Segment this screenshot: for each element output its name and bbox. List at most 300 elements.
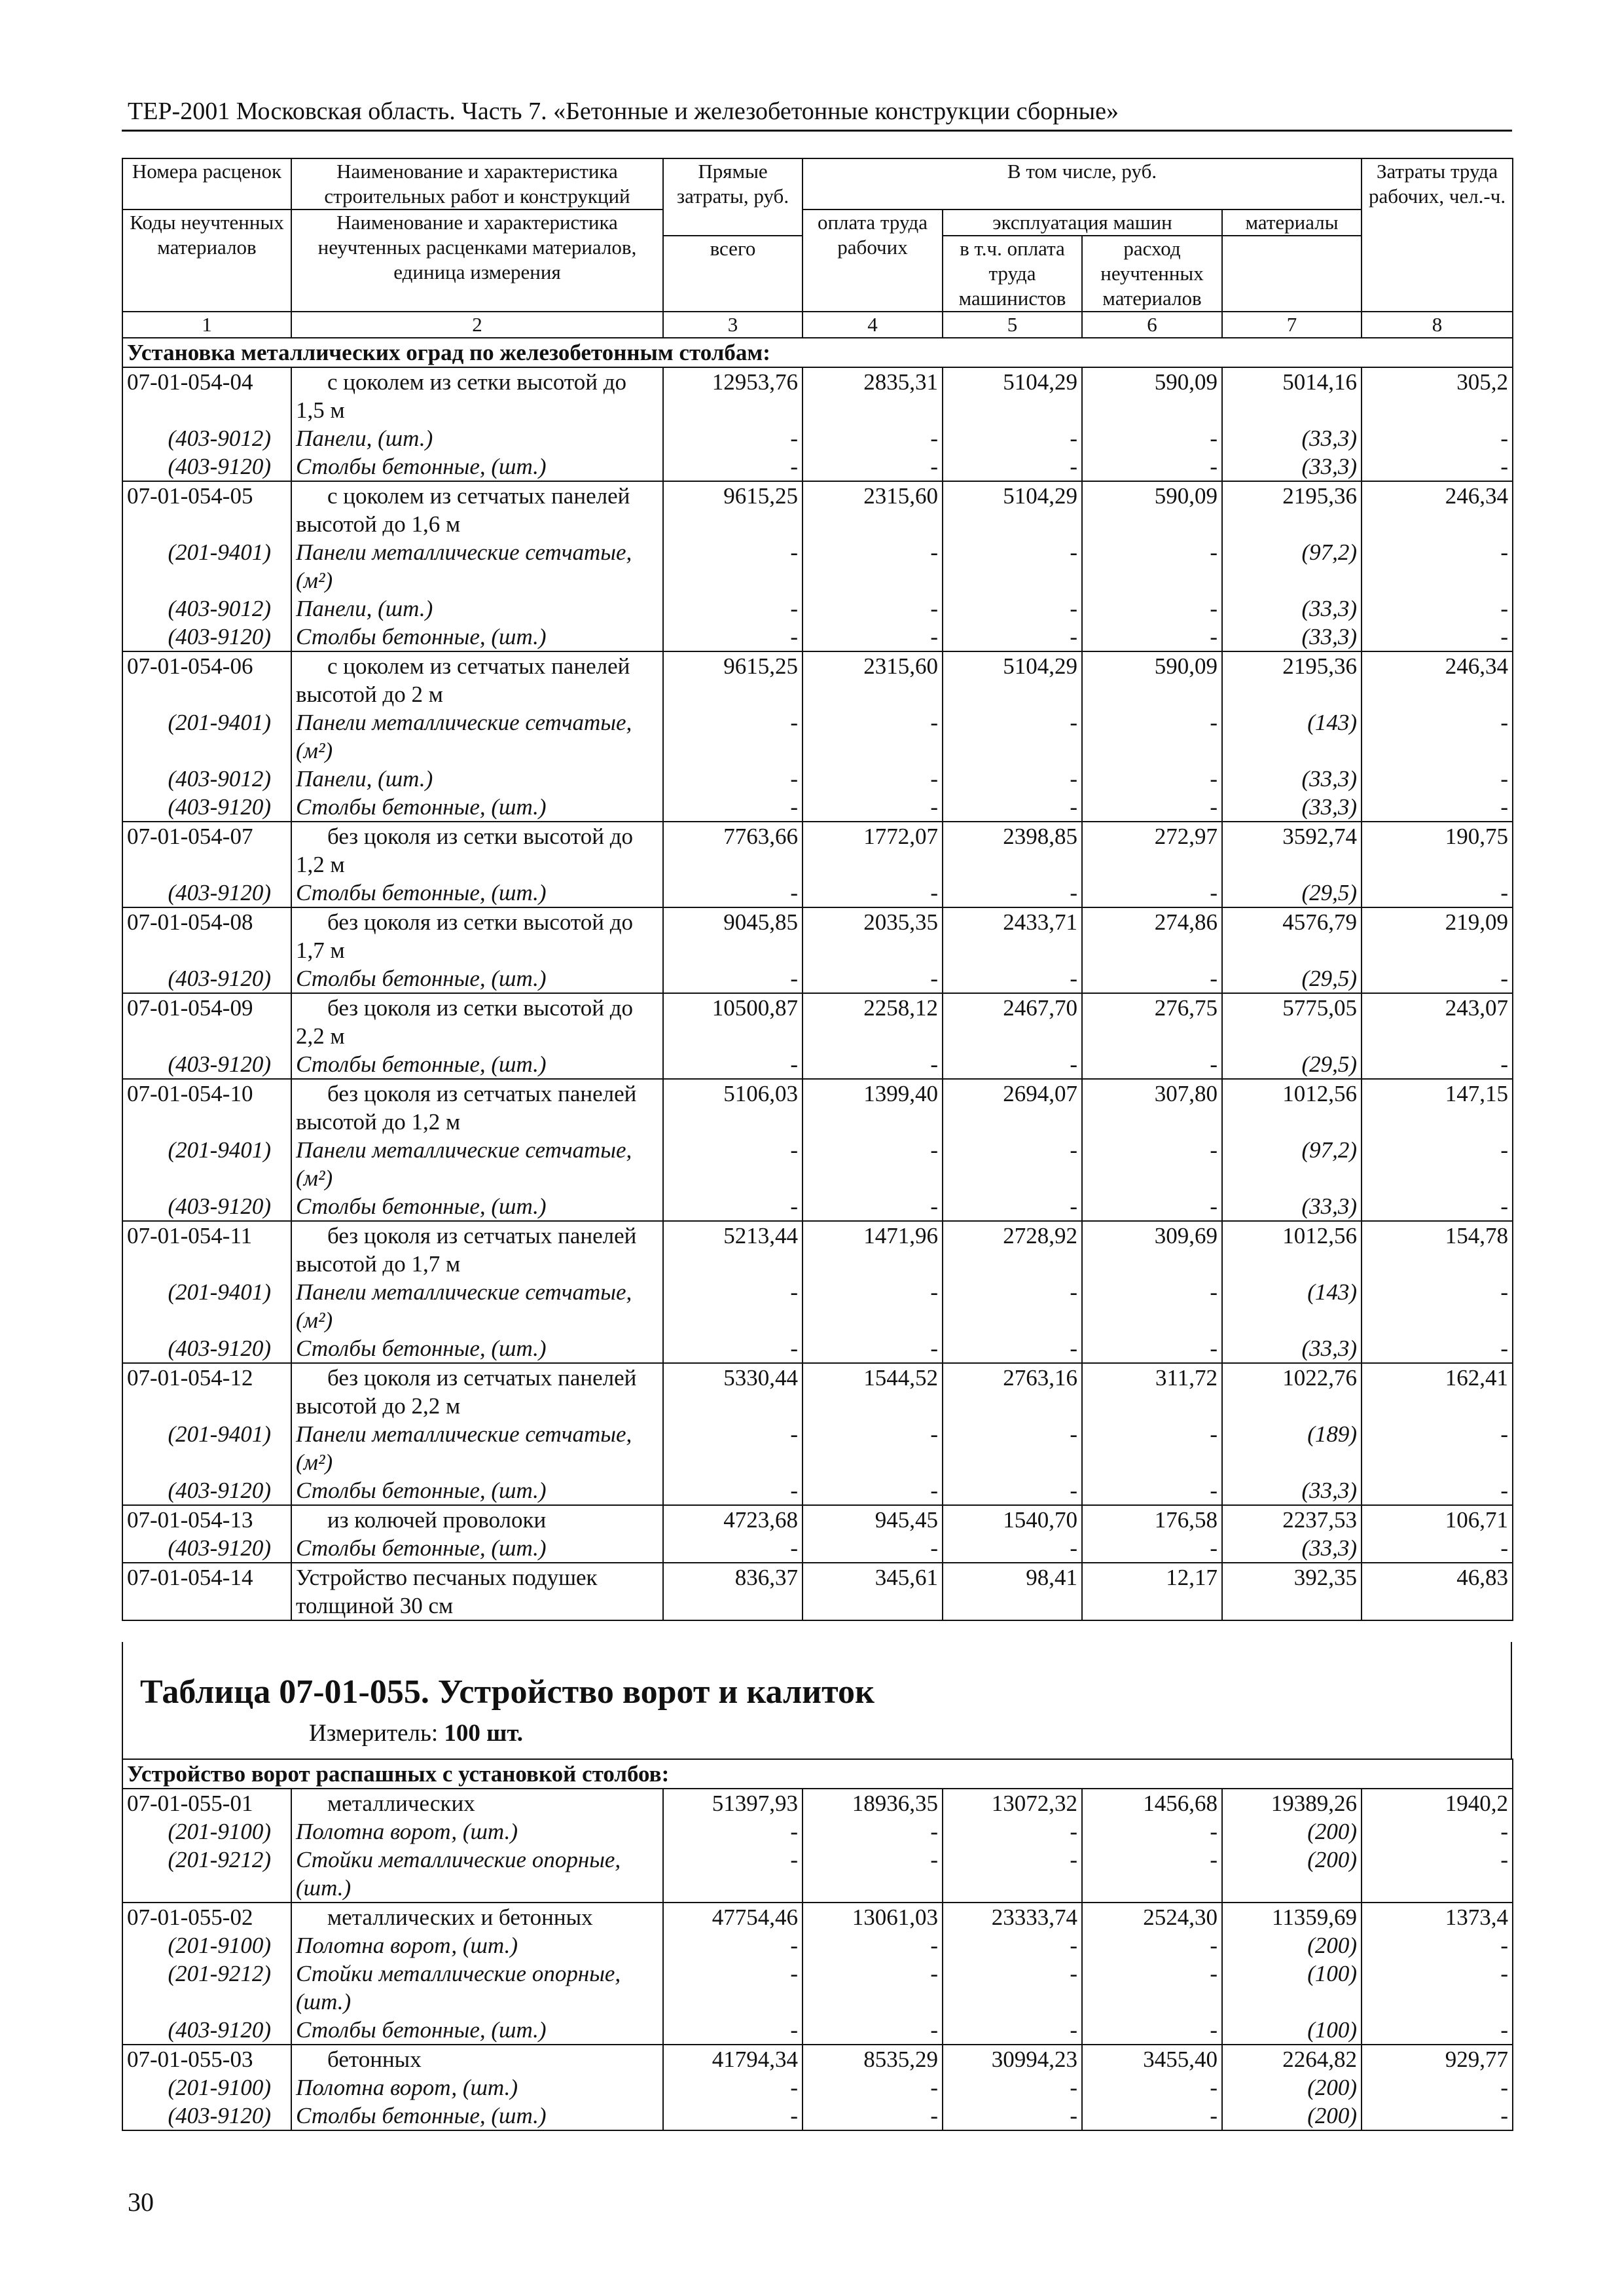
- labor-value: 219,09: [1362, 907, 1513, 964]
- rate-code: 07-01-054-09: [122, 993, 291, 1050]
- dash-cell: -: [1362, 765, 1513, 793]
- dash-cell: -: [803, 2073, 943, 2102]
- dash-cell: -: [943, 708, 1082, 765]
- material-code: (201-9401): [122, 708, 291, 765]
- wage-value: 345,61: [803, 1563, 943, 1620]
- material-name: Столбы бетонные, (шт.): [291, 1476, 663, 1505]
- dash-cell: -: [663, 964, 803, 993]
- labor-value: 1940,2: [1362, 1789, 1513, 1817]
- dash-cell: -: [803, 1278, 943, 1334]
- material-name: Столбы бетонные, (шт.): [291, 793, 663, 822]
- dash-cell: -: [663, 1959, 803, 2016]
- machines-total-value: 2433,71: [943, 907, 1082, 964]
- machines-total-value: 5104,29: [943, 651, 1082, 708]
- material-name: Панели металлические сетчатые, (м²): [291, 538, 663, 594]
- direct-costs-value: 4723,68: [663, 1505, 803, 1534]
- dash-cell: -: [1362, 1817, 1513, 1846]
- rate-row: [122, 1563, 1513, 1620]
- material-row: [122, 1136, 1513, 1192]
- dash-cell: -: [1362, 623, 1513, 651]
- rate-row: [122, 1505, 1513, 1534]
- machinist-wage-value: 176,58: [1082, 1505, 1222, 1534]
- dash-cell: -: [663, 1817, 803, 1846]
- labor-value: 243,07: [1362, 993, 1513, 1050]
- rate-name: из колючей проволоки: [291, 1505, 663, 1534]
- material-code: (201-9212): [122, 1846, 291, 1903]
- material-row: [122, 793, 1513, 822]
- machines-total-value: 98,41: [943, 1563, 1082, 1620]
- labor-value: 1373,4: [1362, 1903, 1513, 1931]
- col-unaccounted: расход неучтенных материалов: [1082, 236, 1222, 312]
- dash-cell: -: [1362, 424, 1513, 452]
- machines-total-value: 2763,16: [943, 1363, 1082, 1420]
- dash-cell: -: [1362, 538, 1513, 594]
- material-name: Полотна ворот, (шт.): [291, 1817, 663, 1846]
- material-row: [122, 879, 1513, 907]
- material-row: [122, 708, 1513, 765]
- material-row: [122, 452, 1513, 481]
- dash-cell: -: [943, 538, 1082, 594]
- material-qty: (33,3): [1222, 1334, 1362, 1363]
- material-qty: (200): [1222, 1817, 1362, 1846]
- dash-cell: -: [943, 964, 1082, 993]
- wage-value: 1772,07: [803, 822, 943, 879]
- material-code: (201-9100): [122, 2073, 291, 2102]
- dash-cell: -: [943, 1136, 1082, 1192]
- dash-cell: -: [1362, 879, 1513, 907]
- rate-code: 07-01-054-11: [122, 1221, 291, 1278]
- material-name: Панели металлические сетчатые, (м²): [291, 708, 663, 765]
- material-code: (403-9120): [122, 793, 291, 822]
- direct-costs-value: 5330,44: [663, 1363, 803, 1420]
- col-mat-name: Наименование и характеристика неучтенных расценками материалов, единица измерения: [291, 210, 663, 312]
- dash-cell: -: [663, 623, 803, 651]
- dash-cell: -: [663, 2102, 803, 2130]
- wage-value: 2258,12: [803, 993, 943, 1050]
- dash-cell: -: [1082, 1050, 1222, 1079]
- dash-cell: -: [663, 1931, 803, 1959]
- material-row: [122, 964, 1513, 993]
- rates-table-054: [122, 158, 1513, 1621]
- dash-cell: -: [943, 1817, 1082, 1846]
- material-code: (201-9401): [122, 538, 291, 594]
- material-row: [122, 1278, 1513, 1334]
- materials-value: 1012,56: [1222, 1221, 1362, 1278]
- material-qty: (33,3): [1222, 1476, 1362, 1505]
- dash-cell: -: [943, 1534, 1082, 1563]
- labor-value: 154,78: [1362, 1221, 1513, 1278]
- section-row: Устройство ворот распашных с установкой столбов:: [122, 1759, 1513, 1789]
- rate-name: без цоколя из сетки высотой до 2,2 м: [291, 993, 663, 1050]
- rate-row: [122, 1903, 1513, 1931]
- rate-code: 07-01-054-08: [122, 907, 291, 964]
- rate-name: без цоколя из сетки высотой до 1,7 м: [291, 907, 663, 964]
- labor-value: 305,2: [1362, 367, 1513, 424]
- dash-cell: -: [1362, 2073, 1513, 2102]
- material-qty: (33,3): [1222, 1534, 1362, 1563]
- dash-cell: -: [663, 452, 803, 481]
- dash-cell: -: [663, 1050, 803, 1079]
- dash-cell: -: [1362, 2016, 1513, 2045]
- dash-cell: -: [943, 1846, 1082, 1903]
- labor-value: 190,75: [1362, 822, 1513, 879]
- material-code: (201-9401): [122, 1420, 291, 1476]
- material-qty: (143): [1222, 1278, 1362, 1334]
- material-qty: (97,2): [1222, 1136, 1362, 1192]
- dash-cell: -: [1082, 424, 1222, 452]
- machinist-wage-value: 2524,30: [1082, 1903, 1222, 1931]
- material-row: [122, 424, 1513, 452]
- wage-value: 2315,60: [803, 481, 943, 538]
- material-qty: (33,3): [1222, 1192, 1362, 1221]
- dash-cell: -: [803, 964, 943, 993]
- measure-label: Измеритель:: [309, 1720, 439, 1747]
- direct-costs-value: 51397,93: [663, 1789, 803, 1817]
- machinist-wage-value: 274,86: [1082, 907, 1222, 964]
- labor-value: 246,34: [1362, 481, 1513, 538]
- material-row: [122, 1334, 1513, 1363]
- rate-row: [122, 1079, 1513, 1136]
- dash-cell: -: [1082, 793, 1222, 822]
- material-qty: (33,3): [1222, 793, 1362, 822]
- material-qty: (33,3): [1222, 424, 1362, 452]
- rate-name: с цоколем из сетчатых панелей высотой до 2 м: [291, 651, 663, 708]
- dash-cell: -: [803, 1817, 943, 1846]
- col-including: В том числе, руб.: [803, 158, 1362, 210]
- material-name: Столбы бетонные, (шт.): [291, 1050, 663, 1079]
- direct-costs-value: 41794,34: [663, 2045, 803, 2073]
- rate-code: 07-01-054-04: [122, 367, 291, 424]
- material-row: [122, 538, 1513, 594]
- dash-cell: -: [663, 594, 803, 623]
- materials-value: 2237,53: [1222, 1505, 1362, 1534]
- table-title: Таблица 07-01-055. Устройство ворот и калиток: [140, 1673, 875, 1711]
- direct-costs-value: 9615,25: [663, 481, 803, 538]
- dash-cell: -: [1082, 1534, 1222, 1563]
- material-qty: (33,3): [1222, 452, 1362, 481]
- dash-cell: -: [803, 424, 943, 452]
- wage-value: 13061,03: [803, 1903, 943, 1931]
- dash-cell: -: [943, 1476, 1082, 1505]
- material-code: (201-9100): [122, 1817, 291, 1846]
- material-name: Полотна ворот, (шт.): [291, 2073, 663, 2102]
- dash-cell: -: [663, 1476, 803, 1505]
- material-name: Столбы бетонные, (шт.): [291, 623, 663, 651]
- material-qty: (143): [1222, 708, 1362, 765]
- rate-code: 07-01-054-10: [122, 1079, 291, 1136]
- rate-code: 07-01-055-03: [122, 2045, 291, 2073]
- machines-total-value: 2398,85: [943, 822, 1082, 879]
- machines-total-value: 5104,29: [943, 367, 1082, 424]
- dash-cell: -: [1082, 1846, 1222, 1903]
- col-mat-codes: Коды неучтенных материалов: [122, 210, 291, 312]
- material-code: (403-9120): [122, 1050, 291, 1079]
- direct-costs-value: 12953,76: [663, 367, 803, 424]
- material-code: (201-9401): [122, 1278, 291, 1334]
- rate-row: [122, 822, 1513, 879]
- material-row: [122, 623, 1513, 651]
- material-row: [122, 765, 1513, 793]
- dash-cell: -: [803, 1192, 943, 1221]
- dash-cell: -: [663, 1420, 803, 1476]
- dash-cell: -: [1082, 1334, 1222, 1363]
- dash-cell: -: [943, 793, 1082, 822]
- material-name: Столбы бетонные, (шт.): [291, 879, 663, 907]
- dash-cell: -: [1362, 964, 1513, 993]
- materials-value: 3592,74: [1222, 822, 1362, 879]
- dash-cell: -: [803, 2102, 943, 2130]
- rate-name: с цоколем из сетки высотой до 1,5 м: [291, 367, 663, 424]
- rate-row: [122, 1363, 1513, 1420]
- rate-name: без цоколя из сетчатых панелей высотой до 1,2 м: [291, 1079, 663, 1136]
- dash-cell: -: [1362, 1931, 1513, 1959]
- material-name: Столбы бетонные, (шт.): [291, 964, 663, 993]
- machinist-wage-value: 272,97: [1082, 822, 1222, 879]
- material-code: (403-9120): [122, 623, 291, 651]
- material-code: (403-9120): [122, 1334, 291, 1363]
- material-qty: (200): [1222, 2073, 1362, 2102]
- dash-cell: -: [663, 793, 803, 822]
- material-code: (403-9120): [122, 2102, 291, 2130]
- machines-total-value: 2694,07: [943, 1079, 1082, 1136]
- materials-value: 2264,82: [1222, 2045, 1362, 2073]
- rates-table-055: [122, 1758, 1513, 2131]
- dash-cell: -: [1362, 1278, 1513, 1334]
- machines-total-value: 30994,23: [943, 2045, 1082, 2073]
- dash-cell: -: [803, 1959, 943, 2016]
- direct-costs-value: 47754,46: [663, 1903, 803, 1931]
- material-row: [122, 2073, 1513, 2102]
- direct-costs-value: 836,37: [663, 1563, 803, 1620]
- dash-cell: -: [663, 1192, 803, 1221]
- material-code: (403-9120): [122, 964, 291, 993]
- material-code: (403-9012): [122, 424, 291, 452]
- col-incl-machinist: в т.ч. оплата труда машинистов: [943, 236, 1082, 312]
- machines-total-value: 2467,70: [943, 993, 1082, 1050]
- direct-costs-value: 5106,03: [663, 1079, 803, 1136]
- dash-cell: -: [1362, 1846, 1513, 1903]
- dash-cell: -: [1362, 2102, 1513, 2130]
- material-name: Стойки металлические опорные, (шт.): [291, 1846, 663, 1903]
- dash-cell: -: [1082, 1420, 1222, 1476]
- running-header: ТЕР-2001 Московская область. Часть 7. «Бетонные и железобетонные конструкции сборные»: [128, 98, 1119, 125]
- dash-cell: -: [663, 1136, 803, 1192]
- material-row: [122, 1846, 1513, 1903]
- material-row: [122, 594, 1513, 623]
- measure-line: [309, 1719, 523, 1747]
- dash-cell: -: [1362, 1959, 1513, 2016]
- dash-cell: -: [1362, 793, 1513, 822]
- dash-cell: -: [943, 452, 1082, 481]
- dash-cell: -: [803, 1476, 943, 1505]
- dash-cell: -: [1082, 1476, 1222, 1505]
- dash-cell: -: [803, 623, 943, 651]
- machines-total-value: 2728,92: [943, 1221, 1082, 1278]
- col-materials: материалы: [1222, 210, 1362, 236]
- dash-cell: -: [1082, 2073, 1222, 2102]
- material-name: Панели металлические сетчатые, (м²): [291, 1420, 663, 1476]
- material-name: Панели, (шт.): [291, 424, 663, 452]
- dash-cell: -: [803, 2016, 943, 2045]
- dash-cell: -: [1362, 594, 1513, 623]
- rate-code: 07-01-054-13: [122, 1505, 291, 1534]
- material-qty: (189): [1222, 1420, 1362, 1476]
- section-row: Установка металлических оград по железобетонным столбам:: [122, 338, 1513, 367]
- materials-value: 5775,05: [1222, 993, 1362, 1050]
- rate-name: без цоколя из сетчатых панелей высотой до 2,2 м: [291, 1363, 663, 1420]
- material-name: Панели металлические сетчатые, (м²): [291, 1278, 663, 1334]
- dash-cell: -: [1362, 1050, 1513, 1079]
- dash-cell: -: [943, 594, 1082, 623]
- dash-cell: -: [1082, 2016, 1222, 2045]
- machinist-wage-value: 307,80: [1082, 1079, 1222, 1136]
- material-row: [122, 1192, 1513, 1221]
- rate-name: металлических: [291, 1789, 663, 1817]
- dash-cell: -: [1082, 1817, 1222, 1846]
- col-machines: эксплуатация машин: [943, 210, 1222, 236]
- material-code: (403-9120): [122, 2016, 291, 2045]
- material-row: [122, 1534, 1513, 1563]
- material-name: Стойки металлические опорные, (шт.): [291, 1959, 663, 2016]
- measure-value: 100 шт.: [444, 1720, 524, 1747]
- material-qty: (33,3): [1222, 765, 1362, 793]
- direct-costs-value: 5213,44: [663, 1221, 803, 1278]
- dash-cell: -: [803, 765, 943, 793]
- dash-cell: -: [1362, 1534, 1513, 1563]
- material-row: [122, 1476, 1513, 1505]
- material-qty: (33,3): [1222, 623, 1362, 651]
- dash-cell: -: [1082, 1959, 1222, 2016]
- col-mach-total: всего: [663, 236, 803, 312]
- dash-cell: -: [663, 708, 803, 765]
- machinist-wage-value: 309,69: [1082, 1221, 1222, 1278]
- material-name: Панели, (шт.): [291, 765, 663, 793]
- material-code: (403-9012): [122, 594, 291, 623]
- materials-value: 4576,79: [1222, 907, 1362, 964]
- dash-cell: -: [1362, 708, 1513, 765]
- direct-costs-value: 9045,85: [663, 907, 803, 964]
- dash-cell: -: [943, 879, 1082, 907]
- header-rule: [122, 130, 1512, 132]
- direct-costs-value: 7763,66: [663, 822, 803, 879]
- material-code: (201-9100): [122, 1931, 291, 1959]
- rate-row: [122, 651, 1513, 708]
- dash-cell: -: [943, 2102, 1082, 2130]
- dash-cell: -: [663, 1534, 803, 1563]
- labor-value: 147,15: [1362, 1079, 1513, 1136]
- dash-cell: -: [1082, 1192, 1222, 1221]
- dash-cell: -: [803, 1931, 943, 1959]
- dash-cell: -: [1082, 765, 1222, 793]
- material-qty: (29,5): [1222, 1050, 1362, 1079]
- material-row: [122, 1420, 1513, 1476]
- wage-value: 8535,29: [803, 2045, 943, 2073]
- dash-cell: -: [1082, 1136, 1222, 1192]
- materials-value: 1012,56: [1222, 1079, 1362, 1136]
- material-qty: (200): [1222, 1846, 1362, 1903]
- rate-code: 07-01-054-07: [122, 822, 291, 879]
- dash-cell: -: [803, 594, 943, 623]
- material-row: [122, 1050, 1513, 1079]
- materials-value: 1022,76: [1222, 1363, 1362, 1420]
- rate-code: 07-01-054-12: [122, 1363, 291, 1420]
- machinist-wage-value: 12,17: [1082, 1563, 1222, 1620]
- dash-cell: -: [943, 1192, 1082, 1221]
- rate-row: [122, 1221, 1513, 1278]
- dash-cell: -: [1082, 623, 1222, 651]
- dash-cell: -: [1362, 1334, 1513, 1363]
- machines-total-value: 13072,32: [943, 1789, 1082, 1817]
- dash-cell: -: [663, 424, 803, 452]
- dash-cell: -: [1082, 879, 1222, 907]
- direct-costs-value: 10500,87: [663, 993, 803, 1050]
- material-name: Столбы бетонные, (шт.): [291, 2016, 663, 2045]
- material-qty: (100): [1222, 2016, 1362, 2045]
- wage-value: 1471,96: [803, 1221, 943, 1278]
- material-qty: (200): [1222, 1931, 1362, 1959]
- rate-name: бетонных: [291, 2045, 663, 2073]
- rate-code: 07-01-054-06: [122, 651, 291, 708]
- rate-row: [122, 1789, 1513, 1817]
- material-code: (403-9120): [122, 1192, 291, 1221]
- direct-costs-value: 9615,25: [663, 651, 803, 708]
- labor-value: 162,41: [1362, 1363, 1513, 1420]
- rate-row: [122, 367, 1513, 424]
- column-numbers-row: 1 2 3 4 5 6 7 8: [122, 312, 1513, 338]
- page-number: 30: [128, 2187, 154, 2217]
- material-row: [122, 2016, 1513, 2045]
- dash-cell: -: [1082, 538, 1222, 594]
- material-name: Столбы бетонные, (шт.): [291, 1334, 663, 1363]
- wage-value: 2835,31: [803, 367, 943, 424]
- rate-row: [122, 481, 1513, 538]
- material-qty: (29,5): [1222, 964, 1362, 993]
- labor-value: 929,77: [1362, 2045, 1513, 2073]
- dash-cell: -: [943, 1278, 1082, 1334]
- dash-cell: -: [803, 879, 943, 907]
- rate-name: с цоколем из сетчатых панелей высотой до 1,6 м: [291, 481, 663, 538]
- dash-cell: -: [663, 879, 803, 907]
- dash-cell: -: [943, 1931, 1082, 1959]
- dash-cell: -: [803, 1534, 943, 1563]
- rate-code: 07-01-055-02: [122, 1903, 291, 1931]
- dash-cell: -: [803, 1050, 943, 1079]
- col-work-name: Наименование и характеристика строительных работ и конструкций: [291, 158, 663, 210]
- rate-row: [122, 2045, 1513, 2073]
- dash-cell: -: [943, 1050, 1082, 1079]
- material-qty: (97,2): [1222, 538, 1362, 594]
- machinist-wage-value: 590,09: [1082, 481, 1222, 538]
- materials-value: 5014,16: [1222, 367, 1362, 424]
- machines-total-value: 23333,74: [943, 1903, 1082, 1931]
- dash-cell: -: [663, 765, 803, 793]
- col-labor: Затраты труда рабочих, чел.-ч.: [1362, 158, 1513, 312]
- dash-cell: -: [1362, 1136, 1513, 1192]
- dash-cell: -: [1082, 964, 1222, 993]
- material-code: (403-9120): [122, 879, 291, 907]
- dash-cell: -: [943, 424, 1082, 452]
- rate-name: металлических и бетонных: [291, 1903, 663, 1931]
- dash-cell: -: [1362, 1420, 1513, 1476]
- dash-cell: -: [803, 538, 943, 594]
- materials-value: 2195,36: [1222, 481, 1362, 538]
- rate-name: Устройство песчаных подушек толщиной 30 см: [291, 1563, 663, 1620]
- machines-total-value: 1540,70: [943, 1505, 1082, 1534]
- col-rate-numbers: Номера расценок: [122, 158, 291, 210]
- machinist-wage-value: 311,72: [1082, 1363, 1222, 1420]
- dash-cell: -: [1082, 708, 1222, 765]
- machines-total-value: 5104,29: [943, 481, 1082, 538]
